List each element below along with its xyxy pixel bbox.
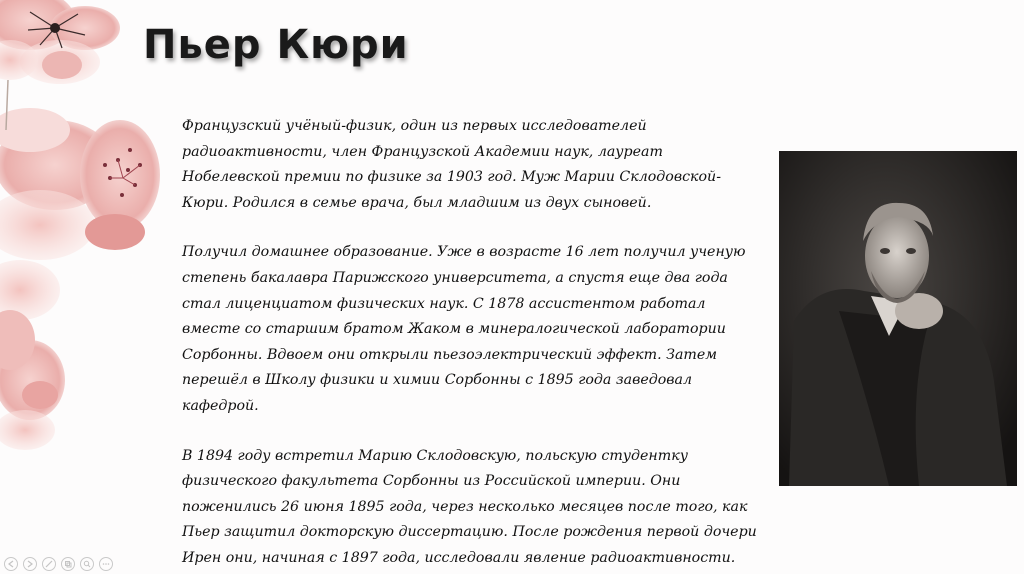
pen-icon: [45, 560, 53, 568]
paragraph-1: Французский учёный-физик, один из первых исследователей радиоактивности, член Французской Академии наук, лауреат Нобелевской премии по физике за 1903 год. Муж Марии Склодовской-Кюри. Родился в семье врача, был младшим из двух сыновей.: [182, 118, 721, 211]
forward-button[interactable]: [23, 557, 37, 571]
flower-top: [0, 0, 120, 84]
paragraph-3: В 1894 году встретил Марию Склодовскую, польскую студентку физического факультета Сорбонны из Российской империи. Они поженились 26 июня 1895 года, через несколько месяцев после того, как Пьер защитил докторскую диссертацию. После рождения первой дочери Ирен они, начиная с 1897 года, исследовали явление радиоактивности.: [182, 447, 757, 566]
presentation-toolbar: [4, 556, 113, 572]
portrait-figure: [779, 151, 1017, 486]
more-button[interactable]: [99, 557, 113, 571]
slide-title: Пьер Кюри: [143, 22, 409, 68]
paragraph-2: Получил домашнее образование. Уже в возрасте 16 лет получил ученую степень бакалавра Парижского университета, а спустя еще два года стал лиценциатом физических наук. С 1878 ассистентом работал вместе со старшим братом Жаком в минералогической лаборатории Сорбонны. Вдвоем они открыли пьезоэлектрический эффект. Затем перешёл в Школу физики и химии Сорбонны с 1895 года заведовал кафедрой.: [182, 244, 746, 414]
flower-bottom: [0, 260, 65, 450]
search-icon: [83, 560, 91, 568]
forward-arrow-icon: [26, 560, 34, 568]
floral-decoration: [0, 0, 170, 574]
copy-button[interactable]: [61, 557, 75, 571]
pen-button[interactable]: [42, 557, 56, 571]
back-button[interactable]: [4, 557, 18, 571]
search-button[interactable]: [80, 557, 94, 571]
portrait-photo: [779, 151, 1017, 486]
body-text: [182, 114, 757, 574]
back-arrow-icon: [7, 560, 15, 568]
more-icon: [102, 560, 110, 568]
copy-icon: [64, 560, 72, 568]
flower-middle: [0, 108, 160, 260]
